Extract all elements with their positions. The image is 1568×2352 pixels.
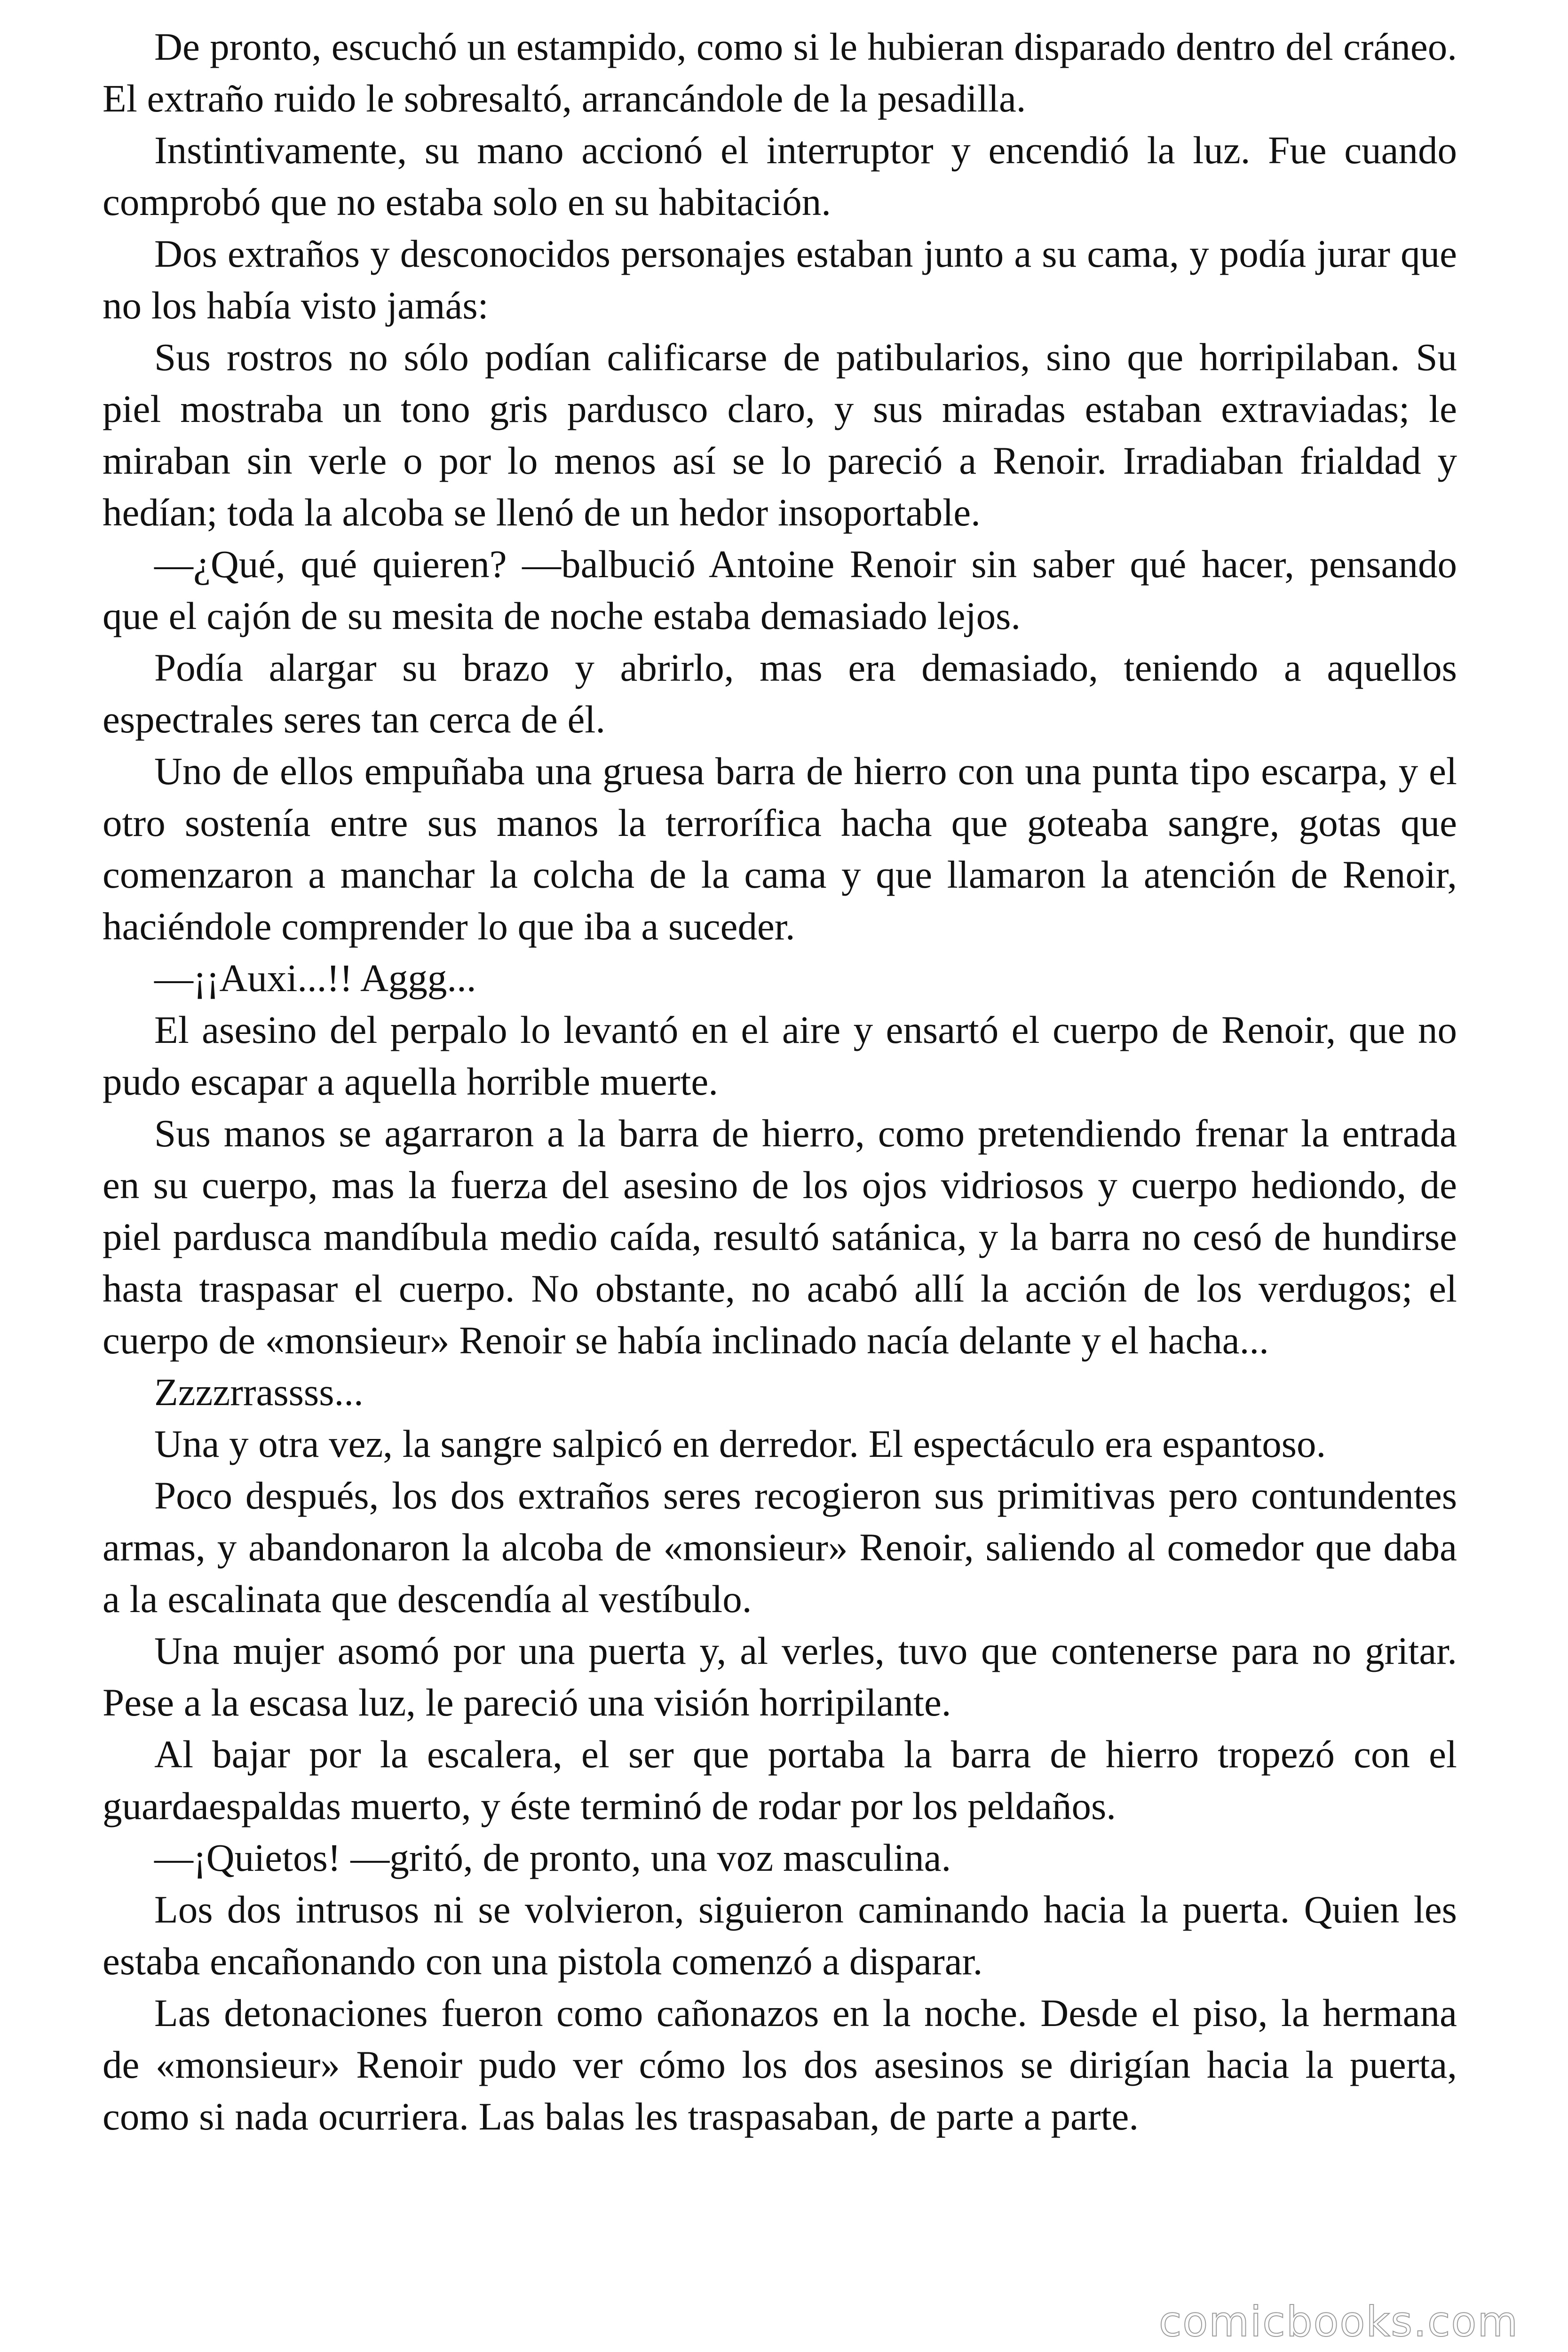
paragraph: Zzzzrrassss... <box>154 1370 364 1414</box>
paragraph: Poco después, los dos extraños seres recogieron sus primitivas pero contundentes armas, y abandonaron la alcoba de «monsieur» Renoir, saliendo al comedor que daba a la escalinata que descendía al vestíbulo. <box>103 1474 1457 1621</box>
paragraph: Al bajar por la escalera, el ser que portaba la barra de hierro tropezó con el guardaespaldas muerto, y éste terminó de rodar por los peldaños. <box>103 1732 1457 1828</box>
paragraph: Sus rostros no sólo podían calificarse de patibularios, sino que horripilaban. Su piel mostraba un tono gris pardusco claro, y sus miradas estaban extraviadas; le miraban sin verle o por lo menos así se lo pareció a Renoir. Irradiaban frialdad y hedían; toda la alcoba se llenó de un hedor insoportable. <box>103 335 1457 534</box>
paragraph: Uno de ellos empuñaba una gruesa barra de hierro con una punta tipo escarpa, y el otro sostenía entre sus manos la terrorífica hacha que goteaba sangre, gotas que comenzaron a manchar la colcha de la cama y que llamaron la atención de Renoir, haciéndole comprender lo que iba a suceder. <box>103 749 1457 948</box>
paragraph: Las detonaciones fueron como cañonazos en la noche. Desde el piso, la hermana de «monsieur» Renoir pudo ver cómo los dos asesinos se dirigían hacia la puerta, como si nada ocurriera. Las balas les traspasaban, de parte a parte. <box>103 1991 1457 2138</box>
paragraph: —¡Quietos! —gritó, de pronto, una voz masculina. <box>154 1836 951 1879</box>
paragraph: Sus manos se agarraron a la barra de hierro, como pretendiendo frenar la entrada en su cuerpo, mas la fuerza del asesino de los ojos vidriosos y cuerpo hediondo, de piel pardusca mandíbula medio caída, resultó satánica, y la barra no cesó de hundirse hasta traspasar el cuerpo. No obstante, no acabó allí la acción de los verdugos; el cuerpo de «monsieur» Renoir se había inclinado nacía delante y el hacha... <box>103 1112 1457 1362</box>
paragraph: El asesino del perpalo lo levantó en el aire y ensartó el cuerpo de Renoir, que no pudo escapar a aquella horrible muerte. <box>103 1008 1457 1103</box>
paragraph: De pronto, escuchó un estampido, como si le hubieran disparado dentro del cráneo. El extraño ruido le sobresaltó, arrancándole de la pesadilla. <box>103 25 1457 120</box>
paragraph: Instintivamente, su mano accionó el interruptor y encendió la luz. Fue cuando comprobó que no estaba solo en su habitación. <box>103 128 1457 223</box>
paragraph: Podía alargar su brazo y abrirlo, mas era demasiado, teniendo a aquellos espectrales seres tan cerca de él. <box>103 646 1457 741</box>
paragraph: Una mujer asomó por una puerta y, al verles, tuvo que contenerse para no gritar. Pese a la escasa luz, le pareció una visión horripilante. <box>103 1629 1457 1724</box>
paragraph: —¿Qué, qué quieren? —balbució Antoine Renoir sin saber qué hacer, pensando que el cajón de su mesita de noche estaba demasiado lejos. <box>103 542 1457 637</box>
paragraph: —¡¡Auxi...!! Aggg... <box>154 956 476 1000</box>
paragraph: Los dos intrusos ni se volvieron, siguieron caminando hacia la puerta. Quien les estaba encañonando con una pistola comenzó a disparar. <box>103 1888 1457 1983</box>
watermark: comicbooks.com <box>1159 2297 1519 2346</box>
paragraph: Una y otra vez, la sangre salpicó en derredor. El espectáculo era espantoso. <box>154 1422 1326 1465</box>
paragraph: Dos extraños y desconocidos personajes estaban junto a su cama, y podía jurar que no los había visto jamás: <box>103 232 1457 327</box>
page-body <box>103 21 1457 2142</box>
